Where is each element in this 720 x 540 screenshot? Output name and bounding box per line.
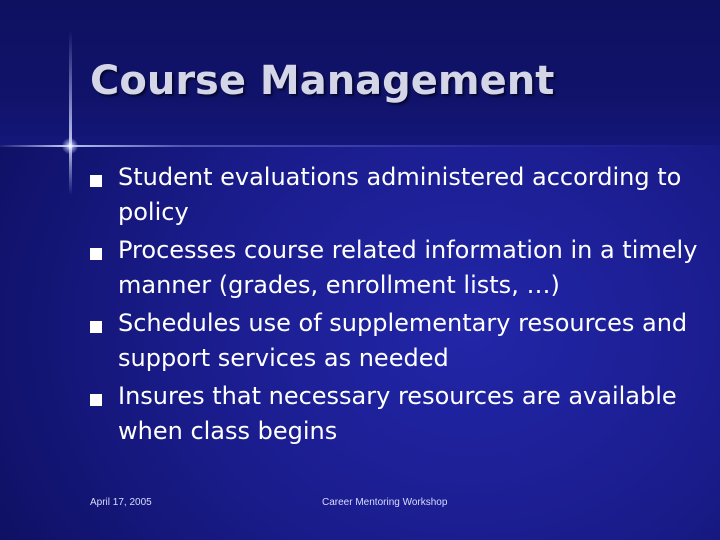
bullet-text: Insures that necessary resources are available when class begins xyxy=(118,382,677,445)
footer-date: April 17, 2005 xyxy=(90,497,152,508)
bullet-text: Schedules use of supplementary resources and support services as needed xyxy=(118,309,688,372)
bullet-item xyxy=(90,233,700,303)
light-flare-core xyxy=(62,138,78,154)
square-bullet-icon xyxy=(90,175,102,187)
light-flare-vertical xyxy=(69,30,72,195)
footer-title: Career Mentoring Workshop xyxy=(322,497,448,508)
bullet-text: Processes course related information in a timely manner (grades, enrollment lists, …) xyxy=(118,236,698,299)
light-flare-horizontal xyxy=(0,145,720,147)
slide-title: Course Management xyxy=(90,58,555,104)
bullet-item xyxy=(90,306,700,376)
square-bullet-icon xyxy=(90,321,102,333)
square-bullet-icon xyxy=(90,394,102,406)
square-bullet-icon xyxy=(90,248,102,260)
bullet-list xyxy=(90,160,700,452)
bullet-item xyxy=(90,379,700,449)
bullet-text: Student evaluations administered according to policy xyxy=(118,163,682,226)
bullet-item xyxy=(90,160,700,230)
